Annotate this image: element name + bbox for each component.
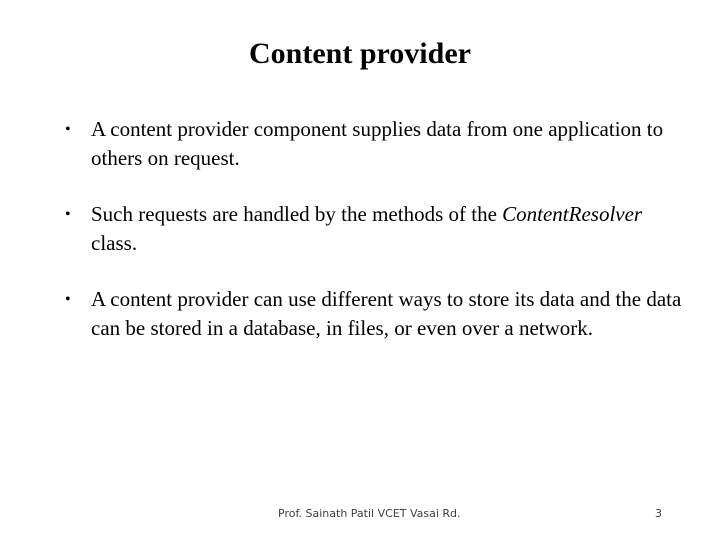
bullet-text-after: class. — [91, 231, 138, 255]
bullet-list — [60, 115, 690, 370]
bullet-marker: • — [65, 291, 71, 308]
bullet-item-3 — [60, 285, 690, 343]
bullet-text: Such requests are handled by the methods of the — [91, 202, 503, 226]
bullet-marker: • — [65, 121, 71, 138]
bullet-item-1 — [60, 115, 690, 173]
page-number: 3 — [655, 507, 662, 520]
bullet-text: A content provider can use different ways to store its data and the data can be stored in a database, in files, or even over a network. — [91, 287, 682, 340]
slide-footer: Prof. Sainath Patil VCET Vasai Rd. — [278, 507, 461, 520]
bullet-text: A content provider component supplies data from one application to others on request. — [91, 117, 664, 170]
bullet-italic-term: ContentResolver — [502, 202, 643, 226]
slide-title: Content provider — [249, 37, 471, 70]
bullet-item-2 — [60, 200, 690, 258]
bullet-marker: • — [65, 206, 71, 223]
